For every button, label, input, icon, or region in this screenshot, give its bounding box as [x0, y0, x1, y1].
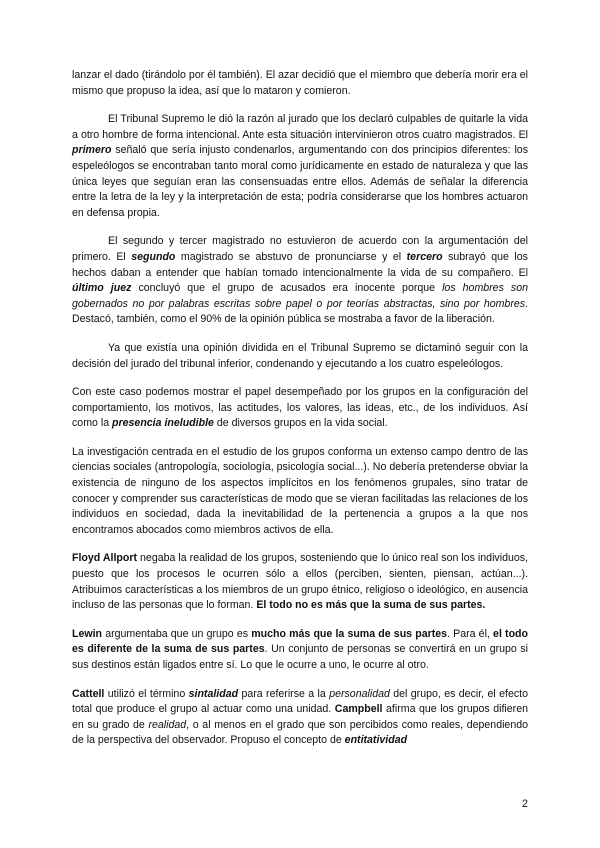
- text-run: . Destacó, también, como el 90% de la opinión pública se mostraba a favor de la liberación.: [72, 297, 528, 326]
- paragraph: [72, 445, 528, 539]
- text-run: afirma que los grupos difieren en su grado de: [72, 703, 528, 731]
- text-run: Con este caso podemos mostrar el papel desempeñado por los grupos en la configuración del comportamiento, los motivos, las actitudes, los valores, las ideas, etc., de los individuos. Así como la: [72, 386, 528, 430]
- emphasis-text: segundo: [131, 250, 176, 263]
- text-run: del grupo, es decir, el efecto total que produce el grupo al actuar como una unidad.: [72, 687, 528, 716]
- paragraph: [72, 112, 528, 221]
- paragraph: [72, 551, 528, 613]
- emphasis-text: entitatividad: [344, 734, 408, 747]
- paragraph: [72, 341, 528, 372]
- text-run: para referirse a la: [238, 687, 330, 700]
- text-run: concluyó que el grupo de acusados era inocente porque: [131, 282, 443, 295]
- text-run: argumentaba que un grupo es: [102, 627, 252, 640]
- emphasis-text: Lewin: [72, 627, 103, 640]
- text-run: . Un conjunto de personas se convertirá en un grupo si sus destinos están ligados entre sí. Lo que le ocurre a uno, le ocurre al otro.: [72, 643, 528, 671]
- emphasis-text: último juez: [72, 282, 132, 295]
- paragraph: [72, 234, 528, 328]
- emphasis-text: primero: [72, 144, 112, 157]
- emphasis-text: el todo es diferente de la suma de sus partes: [72, 627, 528, 656]
- paragraph: [72, 385, 528, 432]
- text-run: La investigación centrada en el estudio de los grupos conforma un extenso campo dentro de las ciencias sociales (antropología, sociología, psicología social...). No debería pretenderse obviar la existencia de ninguno de los aspectos implícitos en los fenómenos grupales, sino tratar de conocer y comprender sus características de modo que se vieran facilitadas las relaciones de los individuos en sociedad, dada la inevitabilidad de la pertenencia a grupos a la que nos encontramos abocados como miembros activos de ella.: [72, 445, 528, 536]
- emphasis-text: Floyd Allport: [72, 552, 138, 565]
- emphasis-text: Campbell: [334, 703, 383, 716]
- emphasis-text: presencia ineludible: [112, 417, 214, 430]
- emphasis-text: realidad: [148, 718, 187, 731]
- page-number: 2: [521, 798, 528, 810]
- text-run: negaba la realidad de los grupos, sosteniendo que lo único real son los individuos, puesto que los procesos le ocurren sólo a ellos (perciben, sienten, piensan, actúan...). Atribuimos características a los miembros de un grupo étnico, religioso o ideológico, en ausencia incluso de las personas que lo forman.: [72, 552, 528, 612]
- text-run: utilizó el término: [104, 687, 189, 700]
- paragraph: [72, 627, 528, 674]
- text-run: El Tribunal Supremo le dió la razón al jurado que los declaró culpables de quitarle la vida a otro hombre de forma intencional. Ante esta situación intervinieron otros cuatro magistrados. El: [72, 113, 528, 141]
- text-run: . Para él,: [447, 627, 494, 640]
- paragraph: [72, 687, 528, 749]
- emphasis-text: mucho más que la suma de sus partes: [251, 627, 448, 640]
- emphasis-text: sintalidad: [188, 687, 239, 700]
- text-run: subrayó que los hechos daban a entender que habían tomado intencionalmente la vida de su compañero. El: [72, 250, 528, 279]
- emphasis-text: El todo no es más que la suma de sus partes.: [256, 599, 486, 612]
- text-run: Ya que existía una opinión dividida en el Tribunal Supremo se dictaminó seguir con la decisión del jurado del tribunal inferior, condenando y ejecutando a los cuatro espeleólogos.: [72, 341, 528, 370]
- text-run: El segundo y tercer magistrado no estuvieron de acuerdo con la argumentación del primero. El: [72, 235, 528, 263]
- emphasis-text: los hombres son gobernados no por palabras escritas sobre papel o por teorías abstractas, sino por hombres: [72, 282, 528, 310]
- text-run: , o al menos en el grado que son percibidos como reales, dependiendo de la perspectiva del observador. Propuso el concepto de: [72, 718, 529, 747]
- text-run: lanzar el dado (tirándolo por él también). El azar decidió que el miembro que debería morir era el mismo que propuso la idea, así que lo mataron y comieron.: [72, 69, 528, 97]
- emphasis-text: personalidad: [329, 687, 390, 700]
- emphasis-text: Cattell: [72, 687, 105, 700]
- text-run: señaló que sería injusto condenarlos, argumentando con dos principios diferentes: los espeleólogos se encontraban tanto moral como jurídicamente en estado de naturaleza y que las única leyes que seguían eran las consensuadas entre ellos. Además de señalar la diferencia entre la letra de la ley y la interpretación de esta; podría considerarse que los hombres actuaron en defensa propia.: [72, 144, 528, 219]
- emphasis-text: tercero: [406, 250, 443, 263]
- text-run: de diversos grupos en la vida social.: [213, 417, 388, 430]
- paragraph: [72, 68, 528, 99]
- document-page: [72, 68, 528, 762]
- text-run: magistrado se abstuvo de pronunciarse y el: [175, 250, 407, 263]
